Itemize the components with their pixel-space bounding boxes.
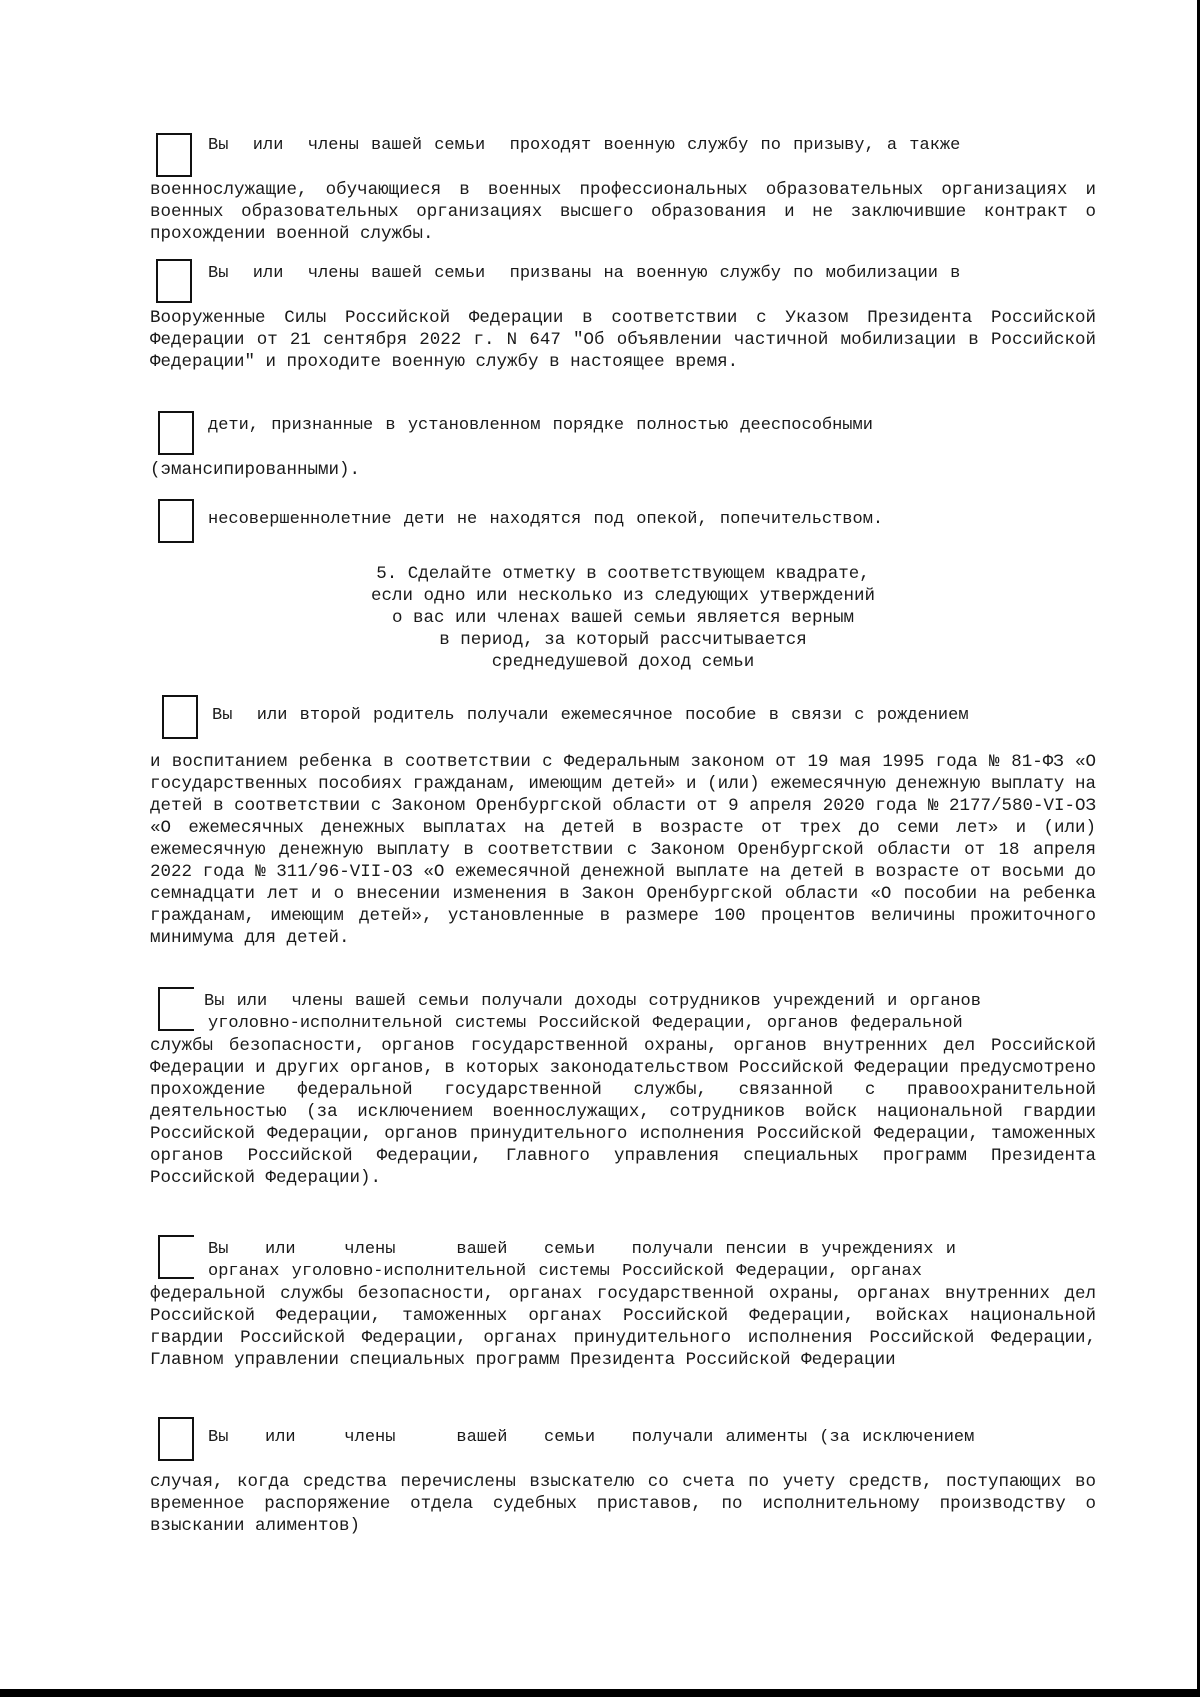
checkbox-alimony[interactable]	[158, 1417, 194, 1461]
heading-line: в период, за который рассчитывается	[439, 630, 807, 650]
checkbox-child-benefit[interactable]	[162, 695, 198, 739]
heading-line: о вас или членах вашей семьи является верным	[391, 608, 855, 628]
checkbox-emancipated-children[interactable]	[158, 411, 194, 455]
statement-body: и воспитанием ребенка в соответствии с Федеральным законом от 19 мая 1995 года № 81-ФЗ «О государственных пособиях гражданам, имеющим детей» и (или) ежемесячную денежную выплату на детей в соответствии с Законом Оренбургской области от 9 апреля 2020 года № 2177/580-VI-ОЗ «О ежемесячных денежных выплатах на детей в возрасте от трех до семи лет» и (или) ежемесячную денежную выплату в соответствии с Законом Оренбургской области от 18 апреля 2022 года № 311/96-VII-ОЗ «О ежемесячной денежной выплате на детей в возрасте от восьми до семнадцати лет и о внесении изменения в Закон Оренбургской области «О пособии на ребенка гражданам, имеющим детей», установленные в размере 100 процентов величины прожиточного минимума для детей.	[150, 752, 1096, 948]
statement-second-line: уголовно-исполнительной системы Российской Федерации, органов федеральной	[208, 1014, 963, 1033]
statement-body: (эмансипированными).	[150, 460, 361, 480]
checkbox-law-enforcement-pension[interactable]	[158, 1235, 194, 1279]
statement-mobilization	[150, 255, 1096, 391]
statement-first-line: Вы или члены вашей семьи призваны на военную службу по мобилизации в	[208, 264, 961, 283]
statement-first-line: Вы или члены вашей семьи получали алименты (за исключением	[208, 1428, 975, 1447]
statement-military-conscription	[150, 125, 1096, 244]
statement-second-line: органах уголовно-исполнительной системы Российской Федерации, органах	[208, 1262, 922, 1281]
statement-law-enforcement-pension	[150, 1235, 1096, 1399]
statement-body: случая, когда средства перечислены взыскателю со счета по учету средств, поступающих во временное распоряжение отдела судебных приставов, по исполнительному производству о взыскании алиментов)	[150, 1472, 1096, 1536]
statement-body: военнослужащие, обучающиеся в военных профессиональных образовательных организациях и военных образовательных организациях высшего образования и не заключившие контракт о прохождении военной службы.	[150, 180, 1096, 244]
heading-line: среднедушевой доход семьи	[491, 652, 755, 672]
statement-first-line: Вы или второй родитель получали ежемесячное пособие в связи с рождением	[212, 706, 969, 725]
statement-first-line: Вы или члены вашей семьи получали доходы сотрудников учреждений и органов	[204, 992, 981, 1011]
heading-line: 5. Сделайте отметку в соответствующем квадрате,	[376, 564, 870, 584]
statement-first-line: несовершеннолетние дети не находятся под опекой, попечительством.	[208, 510, 884, 529]
statement-body: федеральной службы безопасности, органах государственной охраны, органах внутренних дел Российской Федерации, таможенных органах Российской Федерации, войсках национальной гвардии Российской Федерации, органах принудительного исполнения Российской Федерации, Главном управлении специальных программ Президента Российской Федерации	[150, 1284, 1096, 1370]
checkbox-law-enforcement-income[interactable]	[158, 987, 194, 1031]
section-5-heading	[150, 563, 1096, 673]
statement-first-line: Вы или члены вашей семьи получали пенсии в учреждениях и	[208, 1240, 956, 1259]
checkbox-no-guardianship[interactable]	[158, 499, 194, 543]
statement-law-enforcement-income	[150, 987, 1096, 1217]
checkbox-military-conscription[interactable]	[156, 133, 192, 177]
statement-body: Вооруженные Силы Российской Федерации в соответствии с Указом Президента Российской Федерации от 21 сентября 2022 г. N 647 "Об объявлении частичной мобилизации в Российской Федерации" и проходите военную службу в настоящее время.	[150, 308, 1096, 372]
statement-alimony	[150, 1417, 1096, 1537]
statement-no-guardianship	[150, 499, 1096, 545]
statement-first-line: дети, признанные в установленном порядке полностью дееспособными	[208, 416, 873, 435]
statement-child-benefit	[150, 695, 1096, 969]
checkbox-mobilization[interactable]	[156, 259, 192, 303]
scan-bottom-border	[0, 1689, 1200, 1697]
statement-emancipated-children	[150, 409, 1096, 481]
statement-first-line: Вы или члены вашей семьи проходят военную службу по призыву, а также	[208, 136, 961, 155]
statement-body: службы безопасности, органов государственной охраны, органов внутренних дел Российской Федерации и других органов, в которых законодательством Российской Федерации предусмотрено прохождение федеральной государственной службы, связанной с правоохранительной деятельностью (за исключением военнослужащих, сотрудников войск национальной гвардии Российской Федерации, органов принудительного исполнения Российской Федерации, таможенных органов Российской Федерации, Главного управления специальных программ Президента Российской Федерации).	[150, 1036, 1096, 1188]
heading-line: если одно или несколько из следующих утверждений	[370, 586, 876, 606]
form-content	[150, 125, 1096, 1555]
